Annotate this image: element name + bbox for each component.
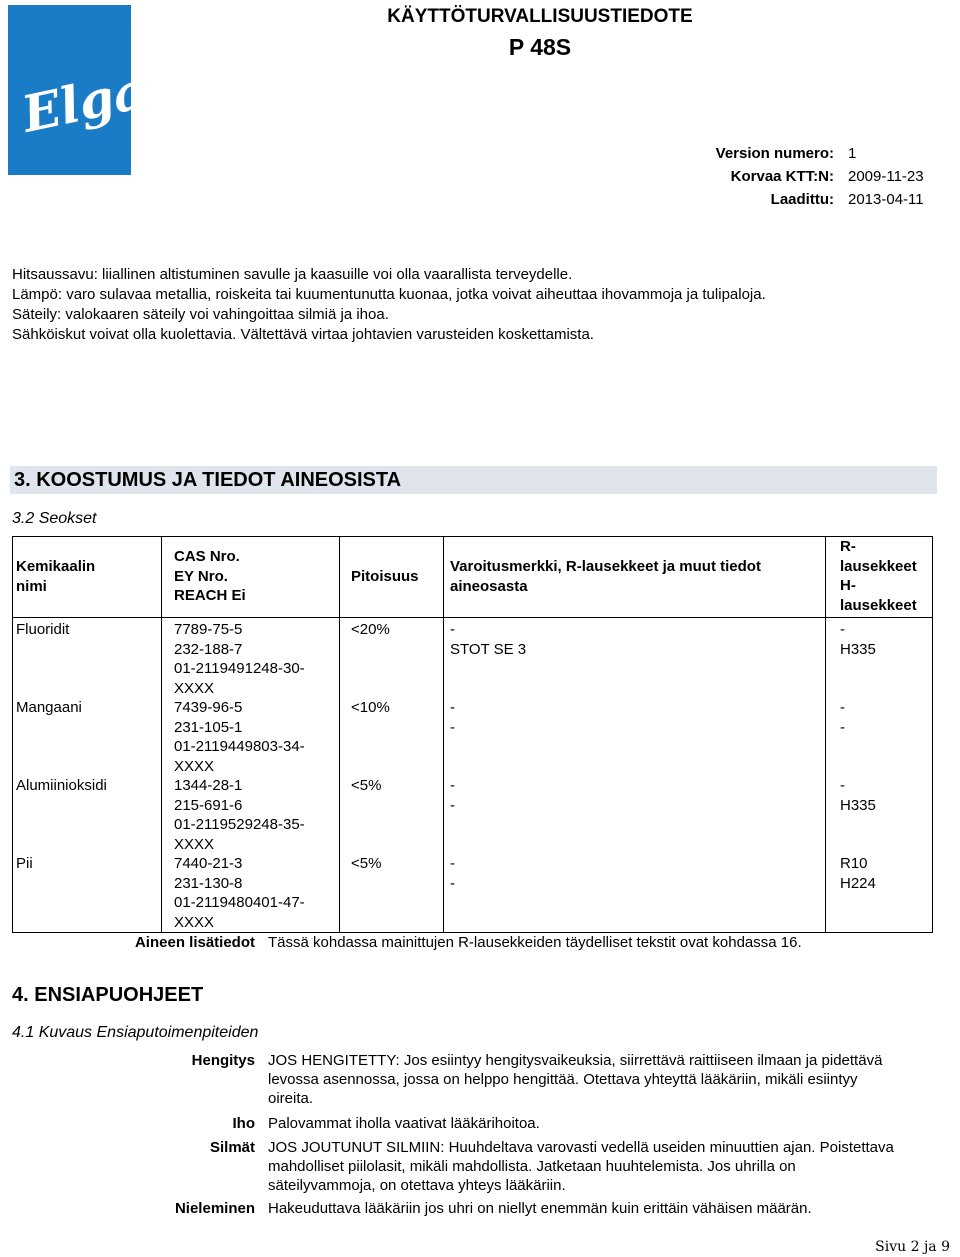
prepared-row (771, 191, 938, 208)
version-value: 1 (848, 145, 857, 162)
cell-hazard: - STOT SE 3 (444, 618, 826, 699)
additional-info-label: Aineen lisätiedot (134, 934, 255, 951)
first-aid-breathing (0, 1051, 960, 1111)
additional-info-text: Tässä kohdassa mainittujen R-lausekkeiden täydelliset tekstit ovat kohdassa 16. (268, 934, 802, 951)
page-number: Sivu 2 ja 9 (875, 1239, 950, 1255)
hazard-line: Lämpö: varo sulavaa metallia, roiskeita tai kuumentunutta kuonaa, jotka voivat aiheuttaa ihovammoja ja tulipaloja. (12, 286, 766, 303)
section-4-title: 4. ENSIAPUOHJEET (12, 984, 204, 1006)
hazard-line: Säteily: valokaaren säteily voi vahingoittaa silmiä ja ihoa. (12, 306, 389, 323)
first-aid-text: JOS JOUTUNUT SILMIIN: Huuhdeltava varovasti vedellä useiden minuuttien ajan. Poistettava mahdolliset piilolasit, mikäli mahdollista. Jatketaan huuhtelemista. Jos uhrilla on säteilyvammoja, on otettava yhteys lääkäriin. (268, 1139, 894, 1194)
table-header-row (13, 537, 933, 618)
first-aid-text: Hakeuduttava lääkäriin jos uhri on niellyt enemmän kuin erittäin vähäisen määrän. (268, 1200, 812, 1217)
version-row (716, 145, 938, 162)
cell-ids: 7440-21-3 231-130-8 01-2119480401-47- XXXX (162, 854, 340, 933)
cell-hazard: - - (444, 854, 826, 933)
table-row (13, 854, 933, 933)
cell-concentration: <5% (340, 854, 444, 933)
section-3-header (10, 466, 937, 494)
composition-table (12, 536, 933, 933)
first-aid-label: Iho (232, 1115, 255, 1132)
hazard-line: Sähköiskut voivat olla kuolettavia. Vältettävä virtaa johtavien varusteiden koskettamista. (12, 326, 594, 343)
prepared-value: 2013-04-11 (848, 191, 924, 208)
cell-phrases: - - (826, 698, 933, 776)
prepared-label: Laadittu: (770, 191, 834, 208)
table-row (13, 618, 933, 699)
replaces-value: 2009-11-23 (848, 168, 924, 185)
company-logo (8, 5, 151, 175)
col-header-ids: CAS Nro. EY Nro. REACH Ei (162, 537, 340, 618)
first-aid-ingestion (0, 1199, 960, 1219)
first-aid-eyes (0, 1138, 960, 1198)
cell-ids: 1344-28-1 215-691-6 01-2119529248-35- XXXX (162, 776, 340, 854)
cell-phrases: - H335 (826, 618, 933, 699)
first-aid-label: Hengitys (191, 1052, 255, 1069)
first-aid-label: Nieleminen (174, 1200, 255, 1217)
svg-text:Elga: Elga (16, 60, 151, 144)
cell-name: Alumiinioksidi (13, 776, 162, 854)
first-aid-text: Palovammat iholla vaativat lääkärihoitoa. (268, 1115, 540, 1132)
table-row (13, 698, 933, 776)
section-3-subtitle: 3.2 Seokset (12, 510, 97, 527)
cell-name: Mangaani (13, 698, 162, 776)
cell-ids: 7439-96-5 231-105-1 01-2119449803-34- XXXX (162, 698, 340, 776)
cell-concentration: <5% (340, 776, 444, 854)
cell-concentration: <20% (340, 618, 444, 699)
section-3-title: 3. KOOSTUMUS JA TIEDOT AINEOSISTA (14, 469, 402, 491)
first-aid-label: Silmät (209, 1139, 255, 1156)
col-header-phrases: R- lausekkeet H- lausekkeet (826, 537, 933, 618)
version-label: Version numero: (715, 145, 834, 162)
col-header-name: Kemikaalin nimi (13, 537, 162, 618)
section-4-subtitle: 4.1 Kuvaus Ensiaputoimenpiteiden (12, 1024, 259, 1041)
cell-hazard: - - (444, 776, 826, 854)
document-title: KÄYTTÖTURVALLISUUSTIEDOTE (387, 6, 693, 27)
cell-phrases: - H335 (826, 776, 933, 854)
cell-name: Fluoridit (13, 618, 162, 699)
table-row (13, 776, 933, 854)
col-header-concentration: Pitoisuus (340, 537, 444, 618)
first-aid-text: JOS HENGITETTY: Jos esiintyy hengitysvaikeuksia, siirrettävä raittiiseen ilmaan ja pidettävä levossa asennossa, jossa on helppo hengittää. Otettava yhteyttä lääkäriin, mikäli esiintyy oireita. (268, 1052, 883, 1107)
cell-hazard: - - (444, 698, 826, 776)
product-name: P 48S (508, 34, 572, 60)
col-header-hazard: Varoitusmerkki, R-lausekkeet ja muut tiedot aineosasta (444, 537, 826, 618)
replaces-label: Korvaa KTT:N: (730, 168, 834, 185)
first-aid-skin (0, 1114, 960, 1134)
cell-phrases: R10 H224 (826, 854, 933, 933)
cell-concentration: <10% (340, 698, 444, 776)
cell-ids: 7789-75-5 232-188-7 01-2119491248-30- XXXX (162, 618, 340, 699)
replaces-row (731, 168, 938, 185)
cell-name: Pii (13, 854, 162, 933)
hazard-line: Hitsaussavu: liiallinen altistuminen savulle ja kaasuille voi olla vaarallista terveydelle. (12, 266, 573, 283)
